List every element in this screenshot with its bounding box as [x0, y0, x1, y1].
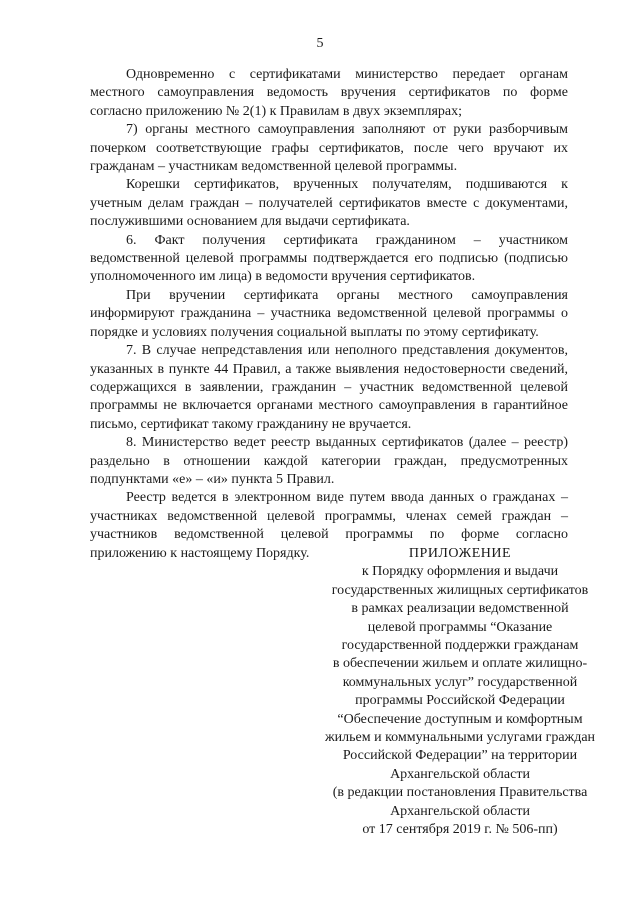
- appendix-line: коммунальных услуг” государственной: [342, 674, 578, 690]
- appendix-line: целевой программы “Оказание: [367, 619, 553, 635]
- paragraph-certificates-transfer: Одновременно с сертификатами министерство передает органам местного самоуправления ведомость вручения сертификатов по форме согласно приложению № 2(1) к Правилам в двух экземплярах;: [90, 67, 568, 119]
- appendix-block: [296, 545, 624, 840]
- appendix-line: в рамках реализации ведомственной: [351, 601, 569, 617]
- appendix-line: к Порядку оформления и выдачи: [361, 564, 559, 580]
- appendix-line: Архангельской области: [390, 766, 530, 782]
- appendix-line: государственной поддержки гражданам: [341, 638, 579, 654]
- paragraph-item-6-receipt: 6. Факт получения сертификата гражданином – участником ведомственной целевой программы подтверждается его подписью (подписью уполномоченного им лица) в ведомости вручения сертификатов.: [90, 232, 568, 285]
- appendix-line: программы Российской Федерации: [355, 693, 565, 709]
- paragraph-informing: При вручении сертификата органы местного самоуправления информируют гражданина – участника ведомственной целевой программы о порядке и условиях получения социальной выплаты по этому сертификату.: [90, 287, 568, 340]
- paragraph-item-8-registry: 8. Министерство ведет реестр выданных сертификатов (далее – реестр) раздельно в отношении каждой категории граждан, предусмотренных подпунктами «е» – «и» пункта 5 Правил.: [90, 435, 568, 487]
- appendix-line: Российской Федерации” на территории: [342, 748, 578, 764]
- paragraph-stubs: Корешки сертификатов, врученных получателям, подшиваются к учетным делам граждан – получателей сертификатов вместе с документами, послужившими основанием для выдачи сертификата.: [90, 177, 568, 230]
- appendix-line: государственных жилищных сертификатов: [331, 582, 589, 598]
- appendix-title: ПРИЛОЖЕНИЕ: [408, 546, 512, 561]
- document-body: [90, 66, 568, 563]
- paragraph-item-7-fill: 7) органы местного самоуправления заполняют от руки разборчивым почерком соответствующие графы сертификатов, после чего вручают их гражданам – участникам ведомственной целевой программы.: [90, 122, 568, 175]
- appendix-line: от 17 сентября 2019 г. № 506-пп): [362, 822, 558, 838]
- appendix-line: “Обеспечение доступным и комфортным: [337, 711, 583, 727]
- paragraph-item-7-nonsubmission: 7. В случае непредставления или неполного представления документов, указанных в пункте 44 Правил, а также выявления недостоверности сведений, содержащихся в заявлении, гражданин – участник ведомственной целевой программы не включается органами местного самоуправления в гарантийное письмо, сертификат такому гражданину не вручается.: [90, 343, 568, 432]
- paragraph-registry-electronic: Реестр ведется в электронном виде путем ввода данных о гражданах – участниках ведомственной целевой программы, членах семей граждан – участников ведомственной целевой программы по форме согласно приложению к настоящему Порядку.: [90, 490, 568, 561]
- appendix-line: (в редакции постановления Правительства: [332, 785, 588, 801]
- page-number: 5: [316, 36, 324, 51]
- appendix-line: жильем и коммунальными услугами граждан: [324, 730, 596, 746]
- appendix-line: Архангельской области: [390, 803, 530, 819]
- appendix-line: в обеспечении жильем и оплате жилищно-: [332, 656, 588, 672]
